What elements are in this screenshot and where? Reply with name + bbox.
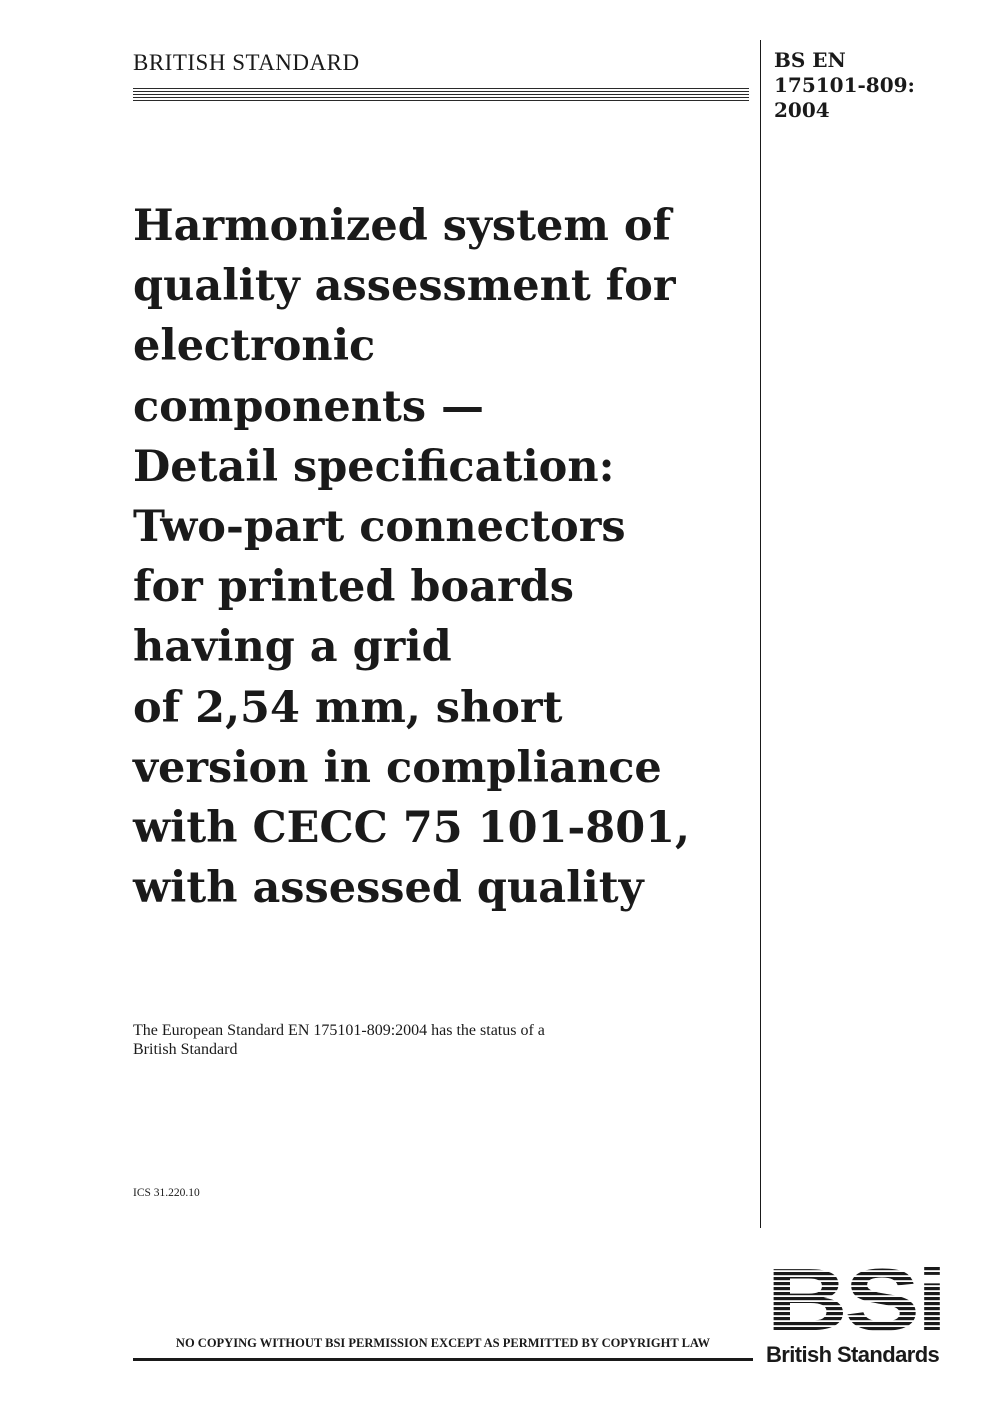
standard-type-label: BRITISH STANDARD xyxy=(133,50,360,75)
title-line: components — xyxy=(133,381,485,432)
footer-rule xyxy=(133,1358,753,1361)
bsi-wordmark: British Standards xyxy=(766,1342,940,1367)
title-line: for printed boards xyxy=(133,562,574,613)
status-note xyxy=(133,1021,693,1059)
header-rule xyxy=(133,88,749,102)
title-line: with assessed quality xyxy=(133,863,644,914)
bsi-mark: BSi xyxy=(766,1262,944,1349)
title-line: Detail specification: xyxy=(133,441,615,492)
status-note-line: The European Standard EN 175101-809:2004 has the status of a xyxy=(133,1022,545,1039)
title-line: quality assessment for xyxy=(133,261,676,312)
title-line: electronic xyxy=(133,321,376,372)
document-number xyxy=(774,48,915,123)
copyright-notice: NO COPYING WITHOUT BSI PERMISSION EXCEPT AS PERMITTED BY COPYRIGHT LAW xyxy=(175,1336,711,1350)
document-title xyxy=(133,196,753,918)
status-note-line: British Standard xyxy=(133,1041,238,1058)
title-line: version in compliance xyxy=(133,742,662,793)
vertical-divider xyxy=(760,40,761,1228)
title-line: having a grid xyxy=(133,622,452,673)
title-line: Two-part connectors xyxy=(133,502,626,553)
ics-code: ICS 31.220.10 xyxy=(133,1187,200,1199)
title-line: Harmonized system of xyxy=(133,201,672,251)
title-line: of 2,54 mm, short xyxy=(133,682,563,733)
document-number-line: BS EN xyxy=(774,48,846,72)
title-line: with CECC 75 101-801, xyxy=(133,803,691,854)
document-number-line: 2004 xyxy=(774,98,830,122)
document-number-line: 175101-809: xyxy=(774,73,915,97)
